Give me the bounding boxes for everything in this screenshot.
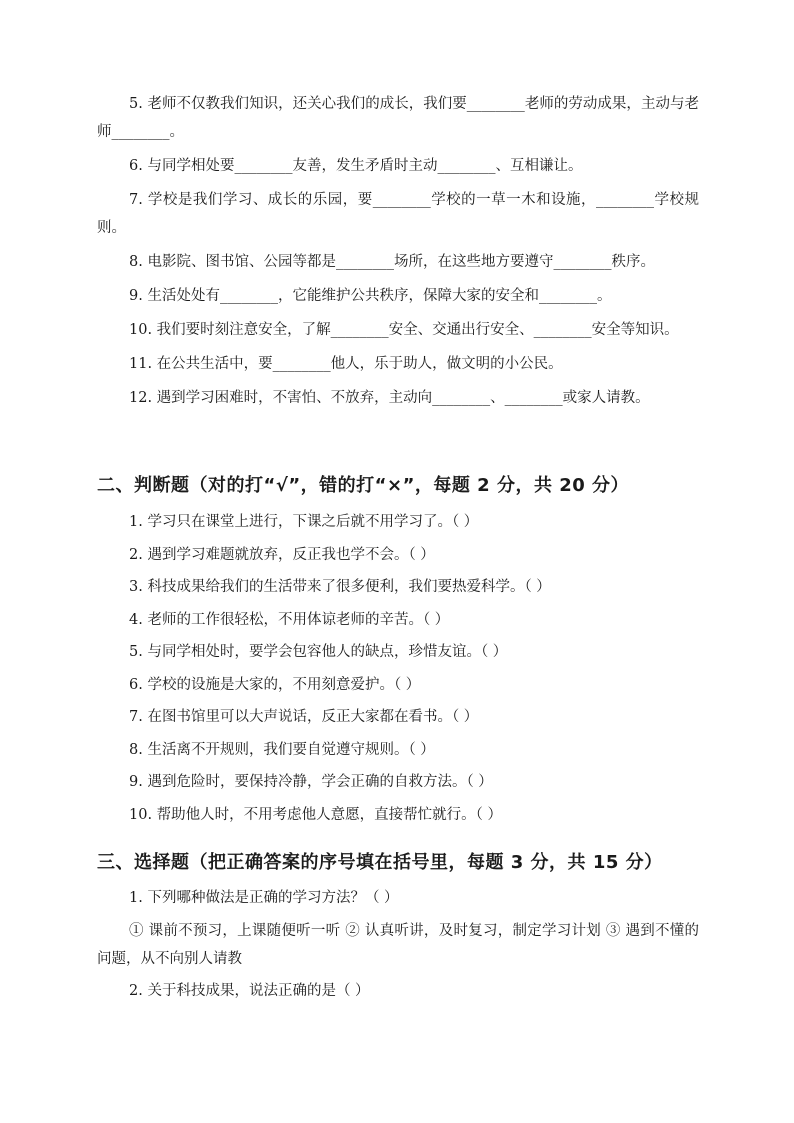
question-item: 11. 在公共生活中，要________他人，乐于助人，做文明的小公民。 xyxy=(129,356,563,372)
section-heading-multiple-choice: 三、选择题（把正确答案的序号填在括号里，每题 3 分，共 15 分） xyxy=(97,852,663,873)
question-item: 1. 下列哪种做法是正确的学习方法？（ ） xyxy=(129,890,399,906)
answer-options: ① 课前不预习，上课随便听一听 ② 认真听讲，及时复习，制定学习计划 ③ 遇到不懂的问题，从不向别人请教 xyxy=(97,922,699,967)
question-item: 2. 遇到学习难题就放弃，反正我也学不会。（ ） xyxy=(129,546,435,563)
question-item: 2. 关于科技成果，说法正确的是（ ） xyxy=(129,983,370,999)
question-item: 5. 与同学相处时，要学会包容他人的缺点，珍惜友谊。（ ） xyxy=(129,644,508,660)
multiple-choice-section xyxy=(97,884,699,1010)
question-item: 4. 老师的工作很轻松，不用体谅老师的辛苦。（ ） xyxy=(129,611,450,628)
true-false-section xyxy=(97,508,699,833)
question-item: 6. 与同学相处要________友善，发生矛盾时主动________、互相谦让。 xyxy=(129,158,583,174)
question-item: 9. 遇到危险时，要保持冷静，学会正确的自救方法。（ ） xyxy=(129,774,493,790)
question-item: 12. 遇到学习困难时，不害怕、不放弃，主动向________、________或家人请教。 xyxy=(129,390,650,406)
question-item: 10. 帮助他人时，不用考虑他人意愿，直接帮忙就行。（ ） xyxy=(129,806,503,823)
question-item: 7. 学校是我们学习、成长的乐园，要________学校的一草一木和设施，________学校规则。 xyxy=(97,192,699,236)
question-item: 7. 在图书馆里可以大声说话，反正大家都在看书。（ ） xyxy=(129,709,479,725)
question-item: 8. 电影院、图书馆、公园等都是________场所，在这些地方要遵守________秩序。 xyxy=(129,254,655,270)
question-item: 6. 学校的设施是大家的，不用刻意爱护。（ ） xyxy=(129,676,421,693)
question-item: 1. 学习只在课堂上进行，下课之后就不用学习了。（ ） xyxy=(129,514,479,530)
question-item: 9. 生活处处有________，它能维护公共秩序，保障大家的安全和________。 xyxy=(129,288,612,304)
question-item: 8. 生活离不开规则，我们要自觉遵守规则。（ ） xyxy=(129,741,435,758)
question-item: 5. 老师不仅教我们知识，还关心我们的成长，我们要________老师的劳动成果，主动与老师________。 xyxy=(97,96,699,140)
section-heading-true-false: 二、判断题（对的打“√”，错的打“×”，每题 2 分，共 20 分） xyxy=(97,475,630,496)
fill-blank-section xyxy=(97,90,699,418)
question-item: 10. 我们要时刻注意安全，了解________安全、交通出行安全、________安全等知识。 xyxy=(129,322,679,338)
question-item: 3. 科技成果给我们的生活带来了很多便利，我们要热爱科学。（ ） xyxy=(129,579,551,595)
